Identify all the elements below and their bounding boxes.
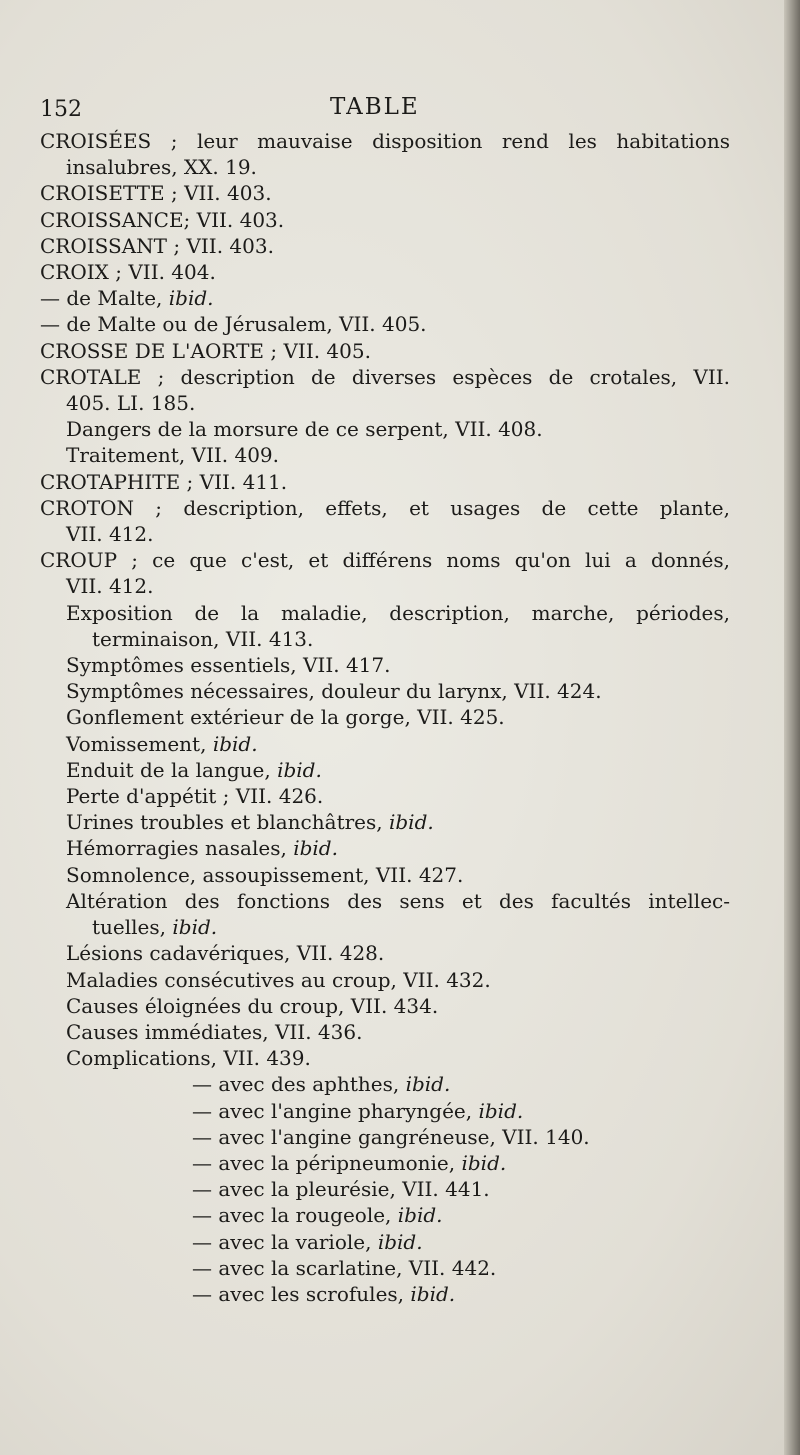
index-entry: Vomissement, ibid. xyxy=(66,731,258,756)
index-entry: terminaison, VII. 413. xyxy=(92,626,314,651)
index-entry: insalubres, XX. 19. xyxy=(66,155,257,180)
index-entry: CROSSE DE L'AORTE ; VII. 405. xyxy=(40,338,371,363)
index-entry: CROIX ; VII. 404. xyxy=(40,260,216,285)
index-entry: — de Malte ou de Jérusalem, VII. 405. xyxy=(40,312,427,337)
index-entry: — avec la variole, ibid. xyxy=(192,1229,423,1254)
running-title: TABLE xyxy=(330,94,420,120)
index-entry: — de Malte, ibid. xyxy=(40,286,214,311)
index-entry: Causes immédiates, VII. 436. xyxy=(66,1019,363,1044)
index-entry: — avec la pleurésie, VII. 441. xyxy=(192,1177,490,1202)
index-entry: CROUP ; ce que c'est, et différens noms qu'on lui a donnés, xyxy=(40,548,730,573)
index-entry: — avec l'angine gangréneuse, VII. 140. xyxy=(192,1124,590,1149)
index-entry: CROISÉES ; leur mauvaise disposition rend les habitations xyxy=(40,129,730,153)
index-entry: Complications, VII. 439. xyxy=(66,1046,311,1071)
page-number: 152 xyxy=(40,97,82,122)
index-entry: tuelles, ibid. xyxy=(92,915,218,940)
index-entry: — avec des aphthes, ibid. xyxy=(192,1072,451,1097)
index-entry: Dangers de la morsure de ce serpent, VII. 408. xyxy=(66,417,543,442)
index-entry: Maladies consécutives au croup, VII. 432. xyxy=(66,967,491,992)
index-entry: Altération des fonctions des sens et des facultés intellec- xyxy=(66,888,730,913)
index-entry: Hémorragies nasales, ibid. xyxy=(66,836,338,861)
index-entry: CROISSANCE; VII. 403. xyxy=(40,207,285,232)
index-entry: Lésions cadavériques, VII. 428. xyxy=(66,941,385,966)
index-entry: — avec les scrofules, ibid. xyxy=(192,1281,456,1306)
index-entry: CROTALE ; description de diverses espèces de crotales, VII. xyxy=(40,364,730,389)
index-entry: — avec la scarlatine, VII. 442. xyxy=(192,1255,497,1280)
index-entry: Perte d'appétit ; VII. 426. xyxy=(66,784,324,809)
index-entry: Symptômes essentiels, VII. 417. xyxy=(66,653,391,678)
index-entry: Causes éloignées du croup, VII. 434. xyxy=(66,993,439,1018)
index-entry: — avec l'angine pharyngée, ibid. xyxy=(192,1098,524,1123)
index-entry: CROISETTE ; VII. 403. xyxy=(40,181,272,206)
index-entry: CROISSANT ; VII. 403. xyxy=(40,233,274,258)
index-entries xyxy=(40,128,730,1307)
index-entry: CROTON ; description, effets, et usages de cette plante, xyxy=(40,495,730,520)
index-entry: Urines troubles et blanchâtres, ibid. xyxy=(66,810,434,835)
index-entry: Gonflement extérieur de la gorge, VII. 425. xyxy=(66,705,505,730)
index-entry: Symptômes nécessaires, douleur du larynx, VII. 424. xyxy=(66,679,602,704)
index-entry: — avec la rougeole, ibid. xyxy=(192,1203,443,1228)
index-entry: Exposition de la maladie, description, marche, périodes, xyxy=(66,600,730,625)
index-entry: Traitement, VII. 409. xyxy=(66,443,280,468)
index-entry: — avec la péripneumonie, ibid. xyxy=(192,1150,507,1175)
index-entry: VII. 412. xyxy=(66,522,154,547)
index-entry: Somnolence, assoupissement, VII. 427. xyxy=(66,862,464,887)
index-entry: Enduit de la langue, ibid. xyxy=(66,757,322,782)
index-entry: VII. 412. xyxy=(66,574,154,599)
index-entry: CROTAPHITE ; VII. 411. xyxy=(40,469,288,494)
index-entry: 405. LI. 185. xyxy=(66,391,196,416)
page-edge-shadow xyxy=(784,0,800,1455)
